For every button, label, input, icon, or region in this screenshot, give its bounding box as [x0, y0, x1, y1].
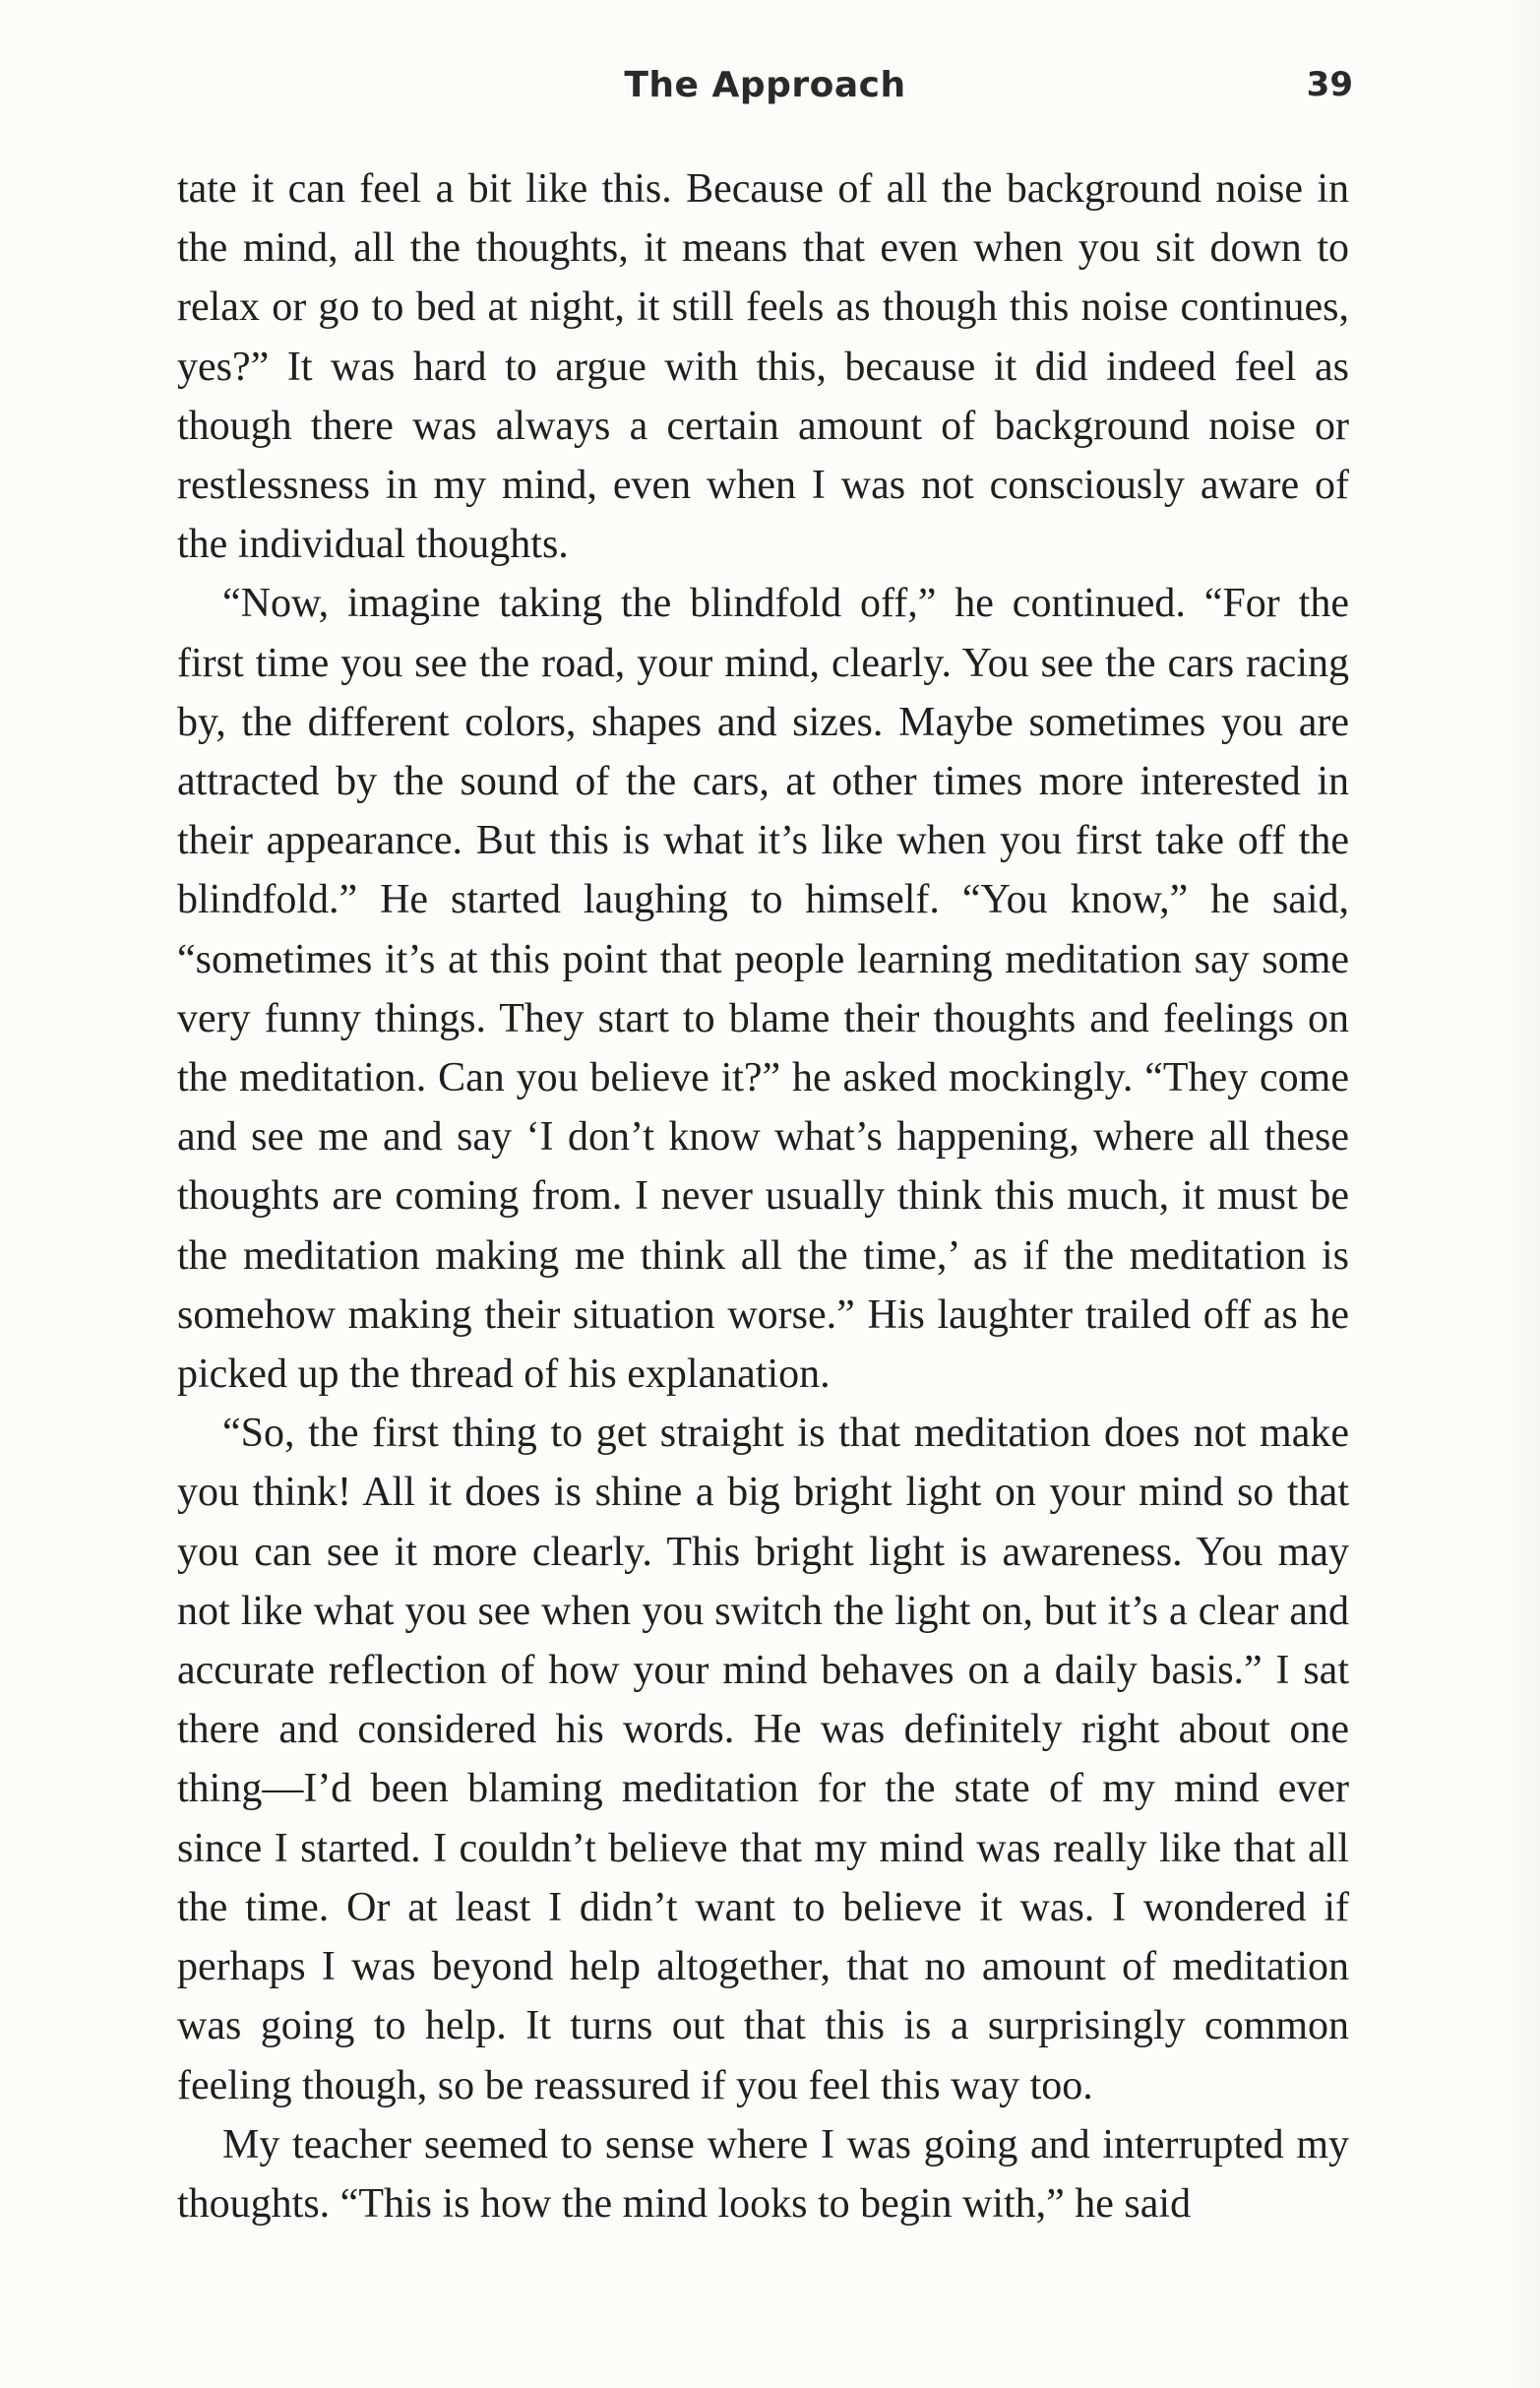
running-header [177, 65, 1353, 124]
page-edge-shading [1501, 0, 1540, 2388]
paragraph-4: My teacher seemed to sense where I was going and interrupted my thoughts. “This is how the mind looks to begin with,” he said [177, 2121, 1349, 2227]
paragraph-2: “Now, imagine taking the blindfold off,” he continued. “For the first time you see the road, your mind, clearly. You see the cars racing by, the different colors, shapes and sizes. Maybe sometimes you are attracted by the sound of the cars, at other times more interested in their appearance. But this is what it’s like when you first take off the blindfold.” He started laughing to himself. “You know,” he said, “sometimes it’s at this point that people learning meditation say some very funny things. They start to blame their thoughts and feelings on the meditation. Can you believe it?” he asked mockingly. “They come and see me and say ‘I don’t know what’s happening, where all these thoughts are coming from. I never usually think this much, it must be the meditation making me think all the time,’ as if the meditation is somehow making their situation worse.” His laughter trailed off as he picked up the thread of his explanation. [177, 581, 1349, 1398]
paragraph-1: tate it can feel a bit like this. Because of all the background noise in the mind, all the thoughts, it means that even when you sit down to relax or go to bed at night, it still feels as though this noise continues, yes?” It was hard to argue with this, because it did indeed feel as though there was always a certain amount of background noise or restlessness in my mind, even when I was not consciously aware of the individual thoughts. [177, 166, 1349, 568]
paragraph-3: “So, the first thing to get straight is that meditation does not make you think! All it does is shine a big bright light on your mind so that you can see it more clearly. This bright light is awareness. You may not like what you see when you switch the light on, but it’s a clear and accurate reflection of how your mind behaves on a daily basis.” I sat there and considered his words. He was definitely right about one thing—I’d been blaming meditation for the state of my mind ever since I started. I couldn’t believe that my mind was really like that all the time. Or at least I didn’t want to believe it was. I wondered if perhaps I was beyond help altogether, that no amount of meditation was going to help. It turns out that this is a surprisingly common feeling though, so be reassured if you feel this way too. [177, 1411, 1349, 2108]
body-text [177, 159, 1349, 2233]
page-number: 39 [1306, 65, 1353, 104]
running-title: The Approach [624, 65, 906, 105]
